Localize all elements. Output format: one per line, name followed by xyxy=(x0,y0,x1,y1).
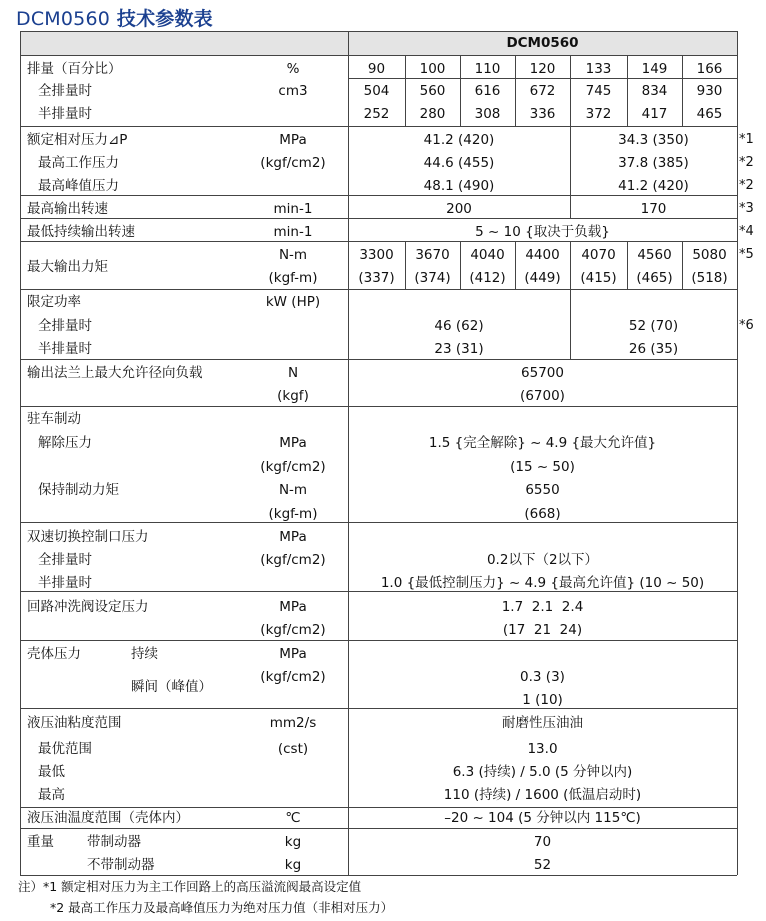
v-rule xyxy=(570,241,571,289)
twospeed-half-v: 1.0 {最低控制压力} ~ 4.9 {最高允许值} (10 ~ 50) xyxy=(380,575,705,591)
half-value-1: 280 xyxy=(419,106,446,122)
weight-label: 重量 xyxy=(27,834,54,850)
case-cont-label: 持续 xyxy=(131,646,158,662)
visc-label: 液压油粘度范围 xyxy=(27,715,122,731)
power-mark: *6 xyxy=(739,318,754,333)
brake-hold-v2: (668) xyxy=(524,506,561,522)
h-rule xyxy=(20,31,737,32)
flush-unit1: MPa xyxy=(279,599,307,615)
v-rule xyxy=(405,241,406,289)
v-rule xyxy=(627,55,628,126)
h-rule xyxy=(20,241,737,242)
note-2: *2 最高工作压力及最高峰值压力为绝对压力值（非相对压力） xyxy=(50,900,394,915)
v-rule xyxy=(737,31,738,875)
radial-v1: 65700 xyxy=(521,365,564,381)
radial-v2: (6700) xyxy=(520,388,565,404)
disp-value-0: 90 xyxy=(367,61,386,77)
full-value-0: 504 xyxy=(363,83,390,99)
v-rule xyxy=(515,55,516,126)
brake-hold-v1: 6550 xyxy=(525,482,560,498)
peak-v1: 48.1 (490) xyxy=(423,178,495,194)
rated-v2: 34.3 (350) xyxy=(618,132,689,148)
torque-kgfm-5: (465) xyxy=(636,270,673,286)
power-half2: 26 (35) xyxy=(628,341,679,357)
v-rule xyxy=(570,289,571,359)
minspeed-unit: min-1 xyxy=(273,224,313,240)
h-rule xyxy=(20,828,737,829)
visc-min-label: 最低 xyxy=(38,764,65,780)
full-value-3: 672 xyxy=(529,83,556,99)
torque-kgfm-2: (412) xyxy=(469,270,506,286)
brake-release-unit1: MPa xyxy=(279,435,307,451)
maxspeed-v1: 200 xyxy=(446,201,472,217)
half-label: 半排量时 xyxy=(38,106,92,122)
power-label: 限定功率 xyxy=(27,294,81,310)
power-unit: kW (HP) xyxy=(265,294,321,310)
case-peak-label: 瞬间（峰值） xyxy=(131,679,212,695)
flush-label: 回路冲洗阀设定压力 xyxy=(27,599,149,615)
full-value-1: 560 xyxy=(419,83,446,99)
torque-nm-4: 4070 xyxy=(581,247,616,263)
h-rule xyxy=(348,78,737,79)
full-label: 全排量时 xyxy=(38,83,92,99)
torque-nm-0: 3300 xyxy=(359,247,394,263)
torque-nm-3: 4400 xyxy=(525,247,560,263)
h-rule xyxy=(20,522,737,523)
header-model: DCM0560 xyxy=(506,35,579,51)
h-rule xyxy=(20,708,737,709)
v-rule xyxy=(405,55,406,126)
weight-with-label: 带制动器 xyxy=(87,834,141,850)
maxspeed-v2: 170 xyxy=(640,201,667,217)
v-rule xyxy=(682,241,683,289)
h-rule xyxy=(20,875,737,876)
v-rule xyxy=(515,241,516,289)
torque-label: 最大输出力矩 xyxy=(27,259,108,275)
half-value-2: 308 xyxy=(474,106,501,122)
brake-release-v1: 1.5 {完全解除} ~ 4.9 {最大允许值} xyxy=(428,435,657,451)
torque-kgfm-6: (518) xyxy=(691,270,728,286)
radial-unit1: N xyxy=(287,365,299,381)
h-rule xyxy=(20,406,737,407)
h-rule xyxy=(20,591,737,592)
h-rule xyxy=(20,359,737,360)
flush-unit2: (kgf/cm2) xyxy=(260,622,326,638)
disp-value-6: 166 xyxy=(696,61,723,77)
temp-label: 液压油温度范围（壳体内） xyxy=(27,810,189,826)
disp-label: 排量（百分比） xyxy=(27,61,122,77)
power-half1: 23 (31) xyxy=(434,341,484,357)
maxwork-mark: *2 xyxy=(739,155,754,170)
case-v1: 0.3 (3) xyxy=(520,669,565,685)
v-rule xyxy=(570,55,571,126)
weight-without: 52 xyxy=(533,857,552,873)
maxwork-label: 最高工作压力 xyxy=(38,155,119,171)
visc-oil: 耐磨性压油油 xyxy=(502,715,583,731)
power-full-label: 全排量时 xyxy=(38,318,92,334)
visc-max: 110 (持续) / 1600 (低温启动时) xyxy=(443,787,642,803)
rated-mark: *1 xyxy=(739,132,754,147)
disp-value-1: 100 xyxy=(419,61,446,77)
full-value-5: 834 xyxy=(641,83,668,99)
brake-release-label: 解除压力 xyxy=(38,435,92,451)
torque-nm-1: 3670 xyxy=(415,247,450,263)
peak-label: 最高峰值压力 xyxy=(38,178,119,194)
minspeed-mark: *4 xyxy=(739,224,754,239)
rated-unit: MPa xyxy=(279,132,307,148)
torque-nm-6: 5080 xyxy=(692,247,727,263)
v-rule xyxy=(20,31,21,875)
visc-opt: 13.0 xyxy=(527,741,558,757)
torque-kgfm-3: (449) xyxy=(524,270,561,286)
maxwork-v2: 37.8 (385) xyxy=(618,155,689,171)
temp-unit: ℃ xyxy=(285,810,301,826)
h-rule xyxy=(20,640,737,641)
weight-with: 70 xyxy=(533,834,552,850)
v-rule xyxy=(570,195,571,218)
maxspeed-unit: min-1 xyxy=(273,201,313,217)
h-rule xyxy=(20,195,737,196)
flush-v2: (17 21 24) xyxy=(502,622,583,638)
h-rule xyxy=(20,289,737,290)
weight-unit2: kg xyxy=(284,857,302,873)
power-half-label: 半排量时 xyxy=(38,341,92,357)
maxspeed-label: 最高输出转速 xyxy=(27,201,108,217)
power-full1: 46 (62) xyxy=(434,318,484,334)
brake-label: 驻车制动 xyxy=(27,411,81,427)
brake-hold-unit2: (kgf-m) xyxy=(268,506,318,522)
half-value-3: 336 xyxy=(529,106,556,122)
case-unit1: MPa xyxy=(279,646,307,662)
torque-nm-5: 4560 xyxy=(637,247,672,263)
visc-max-label: 最高 xyxy=(38,787,65,803)
twospeed-half-label: 半排量时 xyxy=(38,575,92,591)
power-full2: 52 (70) xyxy=(628,318,679,334)
case-v2: 1 (10) xyxy=(522,692,563,708)
twospeed-unit1: MPa xyxy=(279,529,307,545)
minspeed-value: 5 ~ 10 {取决于负载} xyxy=(475,224,610,240)
h-rule xyxy=(20,126,737,127)
torque-nm-2: 4040 xyxy=(470,247,505,263)
rated-label: 额定相对压力⊿P xyxy=(27,132,128,148)
torque-kgfm-4: (415) xyxy=(580,270,617,286)
peak-mark: *2 xyxy=(739,178,754,193)
brake-release-unit2: (kgf/cm2) xyxy=(260,459,326,475)
temp-value: –20 ~ 104 (5 分钟以内 115℃) xyxy=(444,810,641,826)
v-rule xyxy=(460,55,461,126)
v-rule xyxy=(348,31,349,875)
flush-v1: 1.7 2.1 2.4 xyxy=(501,599,584,615)
radial-label: 输出法兰上最大允许径向负载 xyxy=(27,365,203,381)
twospeed-full-v: 0.2以下（2以下） xyxy=(486,552,599,568)
maxspeed-mark: *3 xyxy=(739,201,754,216)
full-unit: cm3 xyxy=(278,83,308,99)
brake-hold-unit1: N-m xyxy=(278,482,308,498)
h-rule xyxy=(20,55,737,56)
full-value-6: 930 xyxy=(696,83,723,99)
twospeed-full-label: 全排量时 xyxy=(38,552,92,568)
brake-release-v2: (15 ~ 50) xyxy=(510,459,575,475)
twospeed-unit2: (kgf/cm2) xyxy=(260,552,326,568)
v-rule xyxy=(682,55,683,126)
disp-value-5: 149 xyxy=(641,61,668,77)
peak-v2: 41.2 (420) xyxy=(618,178,689,194)
half-value-0: 252 xyxy=(363,106,390,122)
case-label: 壳体压力 xyxy=(27,646,81,662)
brake-hold-label: 保持制动力矩 xyxy=(38,482,119,498)
torque-kgfm-0: (337) xyxy=(358,270,395,286)
disp-value-4: 133 xyxy=(585,61,612,77)
maxwork-v1: 44.6 (455) xyxy=(423,155,495,171)
disp-value-3: 120 xyxy=(529,61,556,77)
full-value-4: 745 xyxy=(585,83,612,99)
disp-value-2: 110 xyxy=(474,61,501,77)
full-value-2: 616 xyxy=(474,83,501,99)
half-value-5: 417 xyxy=(641,106,668,122)
note-1: 注）*1 额定相对压力为主工作回路上的高压溢流阀最高设定值 xyxy=(18,879,362,894)
torque-kgfm-1: (374) xyxy=(414,270,451,286)
disp-unit: % xyxy=(286,61,300,77)
page-title: DCM0560 技术参数表 xyxy=(16,8,213,30)
radial-unit2: (kgf) xyxy=(277,388,309,404)
visc-opt-label: 最优范围 xyxy=(38,741,92,757)
visc-unit2: (cst) xyxy=(277,741,309,757)
half-value-4: 372 xyxy=(585,106,612,122)
minspeed-label: 最低持续输出转速 xyxy=(27,224,135,240)
rated-v1: 41.2 (420) xyxy=(423,132,495,148)
h-rule xyxy=(20,218,737,219)
v-rule xyxy=(627,241,628,289)
h-rule xyxy=(20,807,737,808)
v-rule xyxy=(570,126,571,195)
weight-unit1: kg xyxy=(284,834,302,850)
half-value-6: 465 xyxy=(696,106,723,122)
torque-unit2: (kgf-m) xyxy=(268,270,318,286)
weight-without-label: 不带制动器 xyxy=(87,857,155,873)
twospeed-label: 双速切换控制口压力 xyxy=(27,529,149,545)
torque-unit1: N-m xyxy=(278,247,308,263)
case-unit2: (kgf/cm2) xyxy=(260,669,326,685)
maxwork-unit: (kgf/cm2) xyxy=(260,155,326,171)
v-rule xyxy=(460,241,461,289)
visc-unit1: mm2/s xyxy=(269,715,317,731)
torque-mark: *5 xyxy=(739,247,754,262)
visc-min: 6.3 (持续) / 5.0 (5 分钟以内) xyxy=(452,764,633,780)
